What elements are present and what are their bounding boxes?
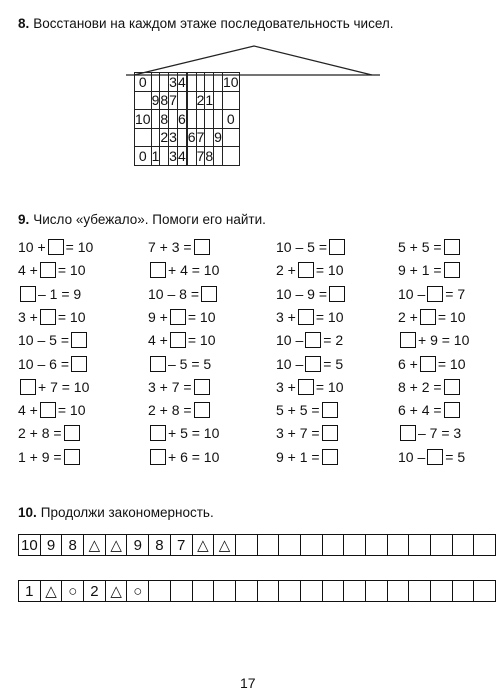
number-grid bbox=[134, 72, 240, 166]
equation-text: = 10 bbox=[57, 262, 86, 279]
equation-text: 10 – 9 = bbox=[276, 285, 327, 302]
equation-text: = 10 bbox=[437, 355, 466, 372]
pattern-cell[interactable] bbox=[431, 535, 453, 556]
equation-text: 3 + 7 = bbox=[276, 425, 320, 442]
answer-box[interactable] bbox=[48, 239, 64, 255]
equation bbox=[398, 378, 462, 396]
pattern-cell[interactable] bbox=[474, 581, 496, 602]
grid-cell[interactable]: 10 bbox=[222, 73, 239, 90]
equation-text: 10 + bbox=[18, 239, 46, 255]
grid-cell[interactable] bbox=[160, 73, 169, 92]
equation-text: 3 + bbox=[276, 378, 296, 395]
equation-text: 10 – bbox=[398, 448, 426, 465]
equation bbox=[276, 448, 340, 466]
pattern-cell[interactable] bbox=[192, 581, 214, 602]
equation bbox=[398, 448, 465, 466]
equation bbox=[398, 285, 465, 303]
equation bbox=[276, 261, 344, 279]
pattern-cell[interactable] bbox=[366, 581, 388, 602]
grid-row bbox=[135, 73, 240, 92]
equation bbox=[148, 308, 216, 326]
equation bbox=[148, 401, 212, 419]
equation bbox=[148, 448, 219, 466]
pattern-cell[interactable] bbox=[409, 581, 431, 602]
pattern-cell[interactable] bbox=[387, 535, 409, 556]
grid-cell[interactable]: 2 bbox=[196, 92, 205, 109]
equation-text: 10 – 6 = bbox=[18, 355, 69, 372]
answer-box[interactable] bbox=[170, 309, 186, 325]
task-9-title bbox=[18, 212, 266, 227]
grid-cell[interactable] bbox=[205, 73, 214, 92]
equation-text: = 10 bbox=[315, 378, 344, 395]
answer-box[interactable] bbox=[400, 425, 416, 441]
equation bbox=[276, 285, 347, 303]
pattern-cell[interactable] bbox=[344, 535, 366, 556]
grid-cell[interactable]: 1 bbox=[151, 147, 160, 164]
equation-text: + 6 = 10 bbox=[168, 448, 220, 465]
equation-text: – 7 = 3 bbox=[418, 425, 462, 442]
task-9-number: 9. bbox=[18, 212, 30, 227]
answer-box[interactable] bbox=[427, 449, 443, 465]
answer-box[interactable] bbox=[420, 309, 436, 325]
equation-text: – 5 = 5 bbox=[168, 355, 212, 372]
equation bbox=[276, 331, 343, 349]
task-8-title bbox=[18, 16, 394, 31]
equation bbox=[398, 238, 462, 256]
equation bbox=[18, 308, 86, 326]
equation-text: 10 – bbox=[398, 285, 426, 302]
equation-text: 10 – bbox=[276, 355, 304, 372]
pattern-cell[interactable] bbox=[257, 581, 279, 602]
equation bbox=[18, 331, 89, 349]
grid-cell[interactable] bbox=[151, 110, 160, 129]
grid-cell[interactable] bbox=[222, 147, 239, 166]
answer-box[interactable] bbox=[305, 356, 321, 372]
grid-cell[interactable]: 8 bbox=[205, 147, 214, 164]
grid-cell[interactable] bbox=[222, 91, 239, 110]
equation-text: 2 + 8 = bbox=[148, 402, 192, 419]
page-number: 17 bbox=[240, 675, 256, 691]
equation bbox=[398, 308, 466, 326]
answer-box[interactable] bbox=[64, 425, 80, 441]
equation bbox=[398, 355, 466, 373]
answer-box[interactable] bbox=[444, 239, 460, 255]
grid-cell[interactable] bbox=[135, 91, 152, 110]
pattern-cell[interactable] bbox=[279, 535, 301, 556]
equation-text: = 10 bbox=[57, 308, 86, 325]
equation-text: = 7 bbox=[445, 285, 466, 302]
equation bbox=[18, 424, 82, 442]
pattern-cell[interactable]: △ bbox=[40, 581, 62, 602]
equation-text: – 1 = 9 bbox=[38, 285, 82, 302]
grid-cell[interactable]: 8 bbox=[160, 110, 169, 127]
equation-text: = 10 bbox=[187, 308, 216, 325]
grid-cell[interactable]: 3 bbox=[169, 73, 177, 90]
equation-text: 9 + bbox=[148, 308, 168, 325]
answer-box[interactable] bbox=[329, 286, 345, 302]
equation bbox=[398, 331, 469, 349]
grid-row bbox=[135, 91, 240, 110]
grid-cell[interactable]: 3 bbox=[169, 147, 177, 164]
task-8-text: Восстанови на каждом этаже последовательность чисел. bbox=[33, 16, 394, 31]
equation-text: 4 + bbox=[18, 402, 38, 419]
equation-text: = 10 bbox=[437, 308, 466, 325]
grid-cell[interactable]: 6 bbox=[177, 110, 186, 127]
equation bbox=[276, 355, 343, 373]
pattern-cell[interactable] bbox=[322, 581, 344, 602]
answer-box[interactable] bbox=[64, 449, 80, 465]
equation-text: 1 + 9 = bbox=[18, 448, 62, 465]
answer-box[interactable] bbox=[298, 262, 314, 278]
answer-box[interactable] bbox=[400, 332, 416, 348]
grid-cell[interactable]: 0 bbox=[135, 147, 152, 166]
equation-text: 9 + 1 = bbox=[276, 448, 320, 465]
pattern-cell[interactable]: △ bbox=[84, 535, 106, 556]
answer-box[interactable] bbox=[444, 402, 460, 418]
grid-cell[interactable] bbox=[177, 91, 186, 110]
grid-cell[interactable] bbox=[169, 110, 178, 129]
answer-box[interactable] bbox=[194, 239, 210, 255]
answer-box[interactable] bbox=[150, 262, 166, 278]
equation bbox=[18, 378, 89, 396]
grid-cell[interactable] bbox=[135, 128, 152, 147]
grid-cell[interactable]: 3 bbox=[169, 129, 177, 146]
answer-box[interactable] bbox=[298, 379, 314, 395]
pattern-cell[interactable] bbox=[300, 535, 322, 556]
equation-text: = 5 bbox=[445, 448, 466, 465]
pattern-cell[interactable] bbox=[235, 535, 257, 556]
pattern-cell[interactable] bbox=[300, 581, 322, 602]
pattern-cell[interactable]: 9 bbox=[127, 535, 149, 556]
equation bbox=[148, 331, 216, 349]
equation-text: 3 + 7 = bbox=[148, 378, 192, 395]
grid-cell[interactable] bbox=[222, 128, 239, 147]
grid-cell[interactable]: 0 bbox=[222, 110, 239, 129]
grid-cell[interactable]: 10 bbox=[135, 110, 151, 127]
pattern-cell[interactable]: 2 bbox=[84, 581, 106, 602]
pattern-cell[interactable] bbox=[431, 581, 453, 602]
equation-text: + 4 = 10 bbox=[168, 262, 220, 279]
grid-cell[interactable] bbox=[196, 73, 205, 92]
answer-box[interactable] bbox=[322, 449, 338, 465]
answer-box[interactable] bbox=[305, 332, 321, 348]
equation bbox=[148, 424, 219, 442]
equation bbox=[18, 261, 86, 279]
grid-cell[interactable] bbox=[187, 110, 196, 129]
answer-box[interactable] bbox=[444, 379, 460, 395]
equation bbox=[148, 378, 212, 396]
grid-cell[interactable] bbox=[214, 73, 223, 92]
equation-text: = 10 bbox=[65, 239, 94, 255]
grid-cell[interactable] bbox=[160, 147, 169, 166]
equation-text: = 10 bbox=[57, 402, 86, 419]
answer-box[interactable] bbox=[71, 332, 87, 348]
grid-cell[interactable]: 4 bbox=[177, 73, 186, 90]
answer-box[interactable] bbox=[329, 239, 345, 255]
pattern-cell[interactable]: 7 bbox=[170, 535, 192, 556]
pattern-cell[interactable] bbox=[452, 581, 474, 602]
pattern-cell[interactable] bbox=[235, 581, 257, 602]
pattern-cells bbox=[19, 535, 496, 556]
equation bbox=[18, 448, 82, 466]
grid-cell[interactable] bbox=[177, 128, 186, 147]
task-10-title bbox=[18, 505, 214, 520]
equation-text: 9 + 1 = bbox=[398, 262, 442, 279]
equation-text: 10 – bbox=[276, 332, 304, 349]
equation bbox=[276, 424, 340, 442]
pattern-cell[interactable] bbox=[452, 535, 474, 556]
grid-cell[interactable] bbox=[151, 73, 160, 92]
pattern-cell[interactable] bbox=[366, 535, 388, 556]
grid-cell[interactable]: 4 bbox=[177, 147, 186, 164]
answer-box[interactable] bbox=[427, 286, 443, 302]
pattern-cell[interactable]: △ bbox=[214, 535, 236, 556]
grid-cell[interactable]: 0 bbox=[135, 73, 152, 92]
equation bbox=[398, 261, 462, 279]
equation-text: = 10 bbox=[187, 332, 216, 349]
grid-cell[interactable]: 7 bbox=[196, 147, 205, 164]
equation bbox=[148, 238, 212, 256]
grid-cell[interactable] bbox=[187, 91, 196, 110]
pattern-cell[interactable] bbox=[474, 535, 496, 556]
equation-text: = 10 bbox=[315, 308, 344, 325]
answer-box[interactable] bbox=[194, 379, 210, 395]
pattern-cell[interactable] bbox=[322, 535, 344, 556]
equation bbox=[398, 424, 461, 442]
pattern-cell[interactable]: 8 bbox=[149, 535, 171, 556]
pattern-cell[interactable]: 10 bbox=[19, 535, 41, 556]
pattern-row-1 bbox=[18, 534, 496, 556]
pattern-cell[interactable]: 8 bbox=[62, 535, 84, 556]
answer-box[interactable] bbox=[322, 402, 338, 418]
answer-box[interactable] bbox=[150, 425, 166, 441]
pattern-cell[interactable] bbox=[170, 581, 192, 602]
grid-cell[interactable] bbox=[187, 147, 196, 166]
pattern-cell[interactable]: △ bbox=[105, 581, 127, 602]
grid-cell[interactable]: 1 bbox=[205, 92, 214, 109]
pattern-cell[interactable] bbox=[257, 535, 279, 556]
equation-text: 2 + bbox=[398, 308, 418, 325]
equation bbox=[18, 238, 93, 256]
grid-cell[interactable] bbox=[196, 110, 205, 129]
equation-text: 6 + 4 = bbox=[398, 402, 442, 419]
grid-row bbox=[135, 128, 240, 147]
pattern-cell[interactable]: △ bbox=[105, 535, 127, 556]
equation-text: 2 + bbox=[276, 262, 296, 279]
equation-text: 3 + bbox=[18, 308, 38, 325]
answer-box[interactable] bbox=[20, 286, 36, 302]
answer-box[interactable] bbox=[194, 402, 210, 418]
equation bbox=[18, 355, 89, 373]
answer-box[interactable] bbox=[150, 449, 166, 465]
grid-row bbox=[135, 110, 240, 129]
grid-cell[interactable]: 6 bbox=[187, 129, 196, 146]
equation bbox=[18, 401, 86, 419]
answer-box[interactable] bbox=[170, 332, 186, 348]
equation bbox=[148, 285, 219, 303]
answer-box[interactable] bbox=[444, 262, 460, 278]
equation-text: 4 + bbox=[148, 332, 168, 349]
grid-cell[interactable]: 8 bbox=[160, 92, 169, 109]
equation bbox=[276, 238, 347, 256]
answer-box[interactable] bbox=[40, 309, 56, 325]
grid-cell[interactable] bbox=[187, 73, 196, 92]
equation-text: 10 – 5 = bbox=[276, 239, 327, 255]
equation-text: + 9 = 10 bbox=[418, 332, 470, 349]
answer-box[interactable] bbox=[40, 262, 56, 278]
equation-text: 5 + 5 = bbox=[276, 402, 320, 419]
task-10-number: 10. bbox=[18, 505, 37, 520]
grid-cell[interactable] bbox=[214, 110, 223, 129]
grid-cell[interactable] bbox=[151, 128, 160, 147]
task-10-text: Продолжи закономерность. bbox=[40, 505, 214, 520]
grid-cell[interactable] bbox=[205, 110, 214, 129]
equation-text: 10 – 8 = bbox=[148, 285, 199, 302]
answer-box[interactable] bbox=[420, 356, 436, 372]
grid-cell[interactable]: 2 bbox=[160, 129, 169, 146]
equation-text: 10 – 5 = bbox=[18, 332, 69, 349]
grid-cell[interactable] bbox=[214, 147, 223, 166]
equation-text: = 10 bbox=[315, 262, 344, 279]
grid-cell[interactable]: 9 bbox=[214, 129, 222, 146]
equation bbox=[18, 285, 81, 303]
task-9-text: Число «убежало». Помоги его найти. bbox=[33, 212, 266, 227]
grid-row bbox=[135, 147, 240, 166]
equation bbox=[276, 401, 340, 419]
answer-box[interactable] bbox=[201, 286, 217, 302]
grid-cell[interactable]: 7 bbox=[196, 129, 205, 146]
equation-text: = 5 bbox=[323, 355, 344, 372]
equation-text: 7 + 3 = bbox=[148, 239, 192, 255]
task-8-number: 8. bbox=[18, 16, 30, 31]
equation-text: + 5 = 10 bbox=[168, 425, 220, 442]
pattern-row-2 bbox=[18, 580, 496, 602]
equation bbox=[148, 261, 219, 279]
equation bbox=[276, 308, 344, 326]
pattern-cell[interactable]: 1 bbox=[19, 581, 41, 602]
equation bbox=[398, 401, 462, 419]
pattern-cell[interactable]: ○ bbox=[127, 581, 149, 602]
grid-cell[interactable] bbox=[214, 91, 223, 110]
equation-text: 8 + 2 = bbox=[398, 378, 442, 395]
equation-text: 5 + 5 = bbox=[398, 239, 442, 255]
pattern-cell[interactable] bbox=[214, 581, 236, 602]
grid-cell[interactable]: 7 bbox=[169, 92, 177, 109]
pattern-cell[interactable] bbox=[279, 581, 301, 602]
answer-box[interactable] bbox=[298, 309, 314, 325]
equation bbox=[148, 355, 211, 373]
equation-text: 4 + bbox=[18, 262, 38, 279]
equation-text: = 2 bbox=[323, 332, 344, 349]
equation-text: 3 + bbox=[276, 308, 296, 325]
pattern-cell[interactable]: 9 bbox=[40, 535, 62, 556]
grid-cell[interactable]: 9 bbox=[151, 92, 160, 109]
answer-box[interactable] bbox=[322, 425, 338, 441]
pattern-cell[interactable] bbox=[149, 581, 171, 602]
pattern-cell[interactable]: ○ bbox=[62, 581, 84, 602]
equation-text: + 7 = 10 bbox=[38, 378, 90, 395]
answer-box[interactable] bbox=[40, 402, 56, 418]
pattern-cell[interactable] bbox=[344, 581, 366, 602]
equation bbox=[276, 378, 344, 396]
grid-cell[interactable] bbox=[205, 128, 214, 147]
answer-box[interactable] bbox=[20, 379, 36, 395]
answer-box[interactable] bbox=[71, 356, 87, 372]
equation-text: 6 + bbox=[398, 355, 418, 372]
pattern-cells bbox=[19, 581, 496, 602]
answer-box[interactable] bbox=[150, 356, 166, 372]
pattern-cell[interactable]: △ bbox=[192, 535, 214, 556]
pattern-cell[interactable] bbox=[409, 535, 431, 556]
pattern-cell[interactable] bbox=[387, 581, 409, 602]
equation-text: 2 + 8 = bbox=[18, 425, 62, 442]
